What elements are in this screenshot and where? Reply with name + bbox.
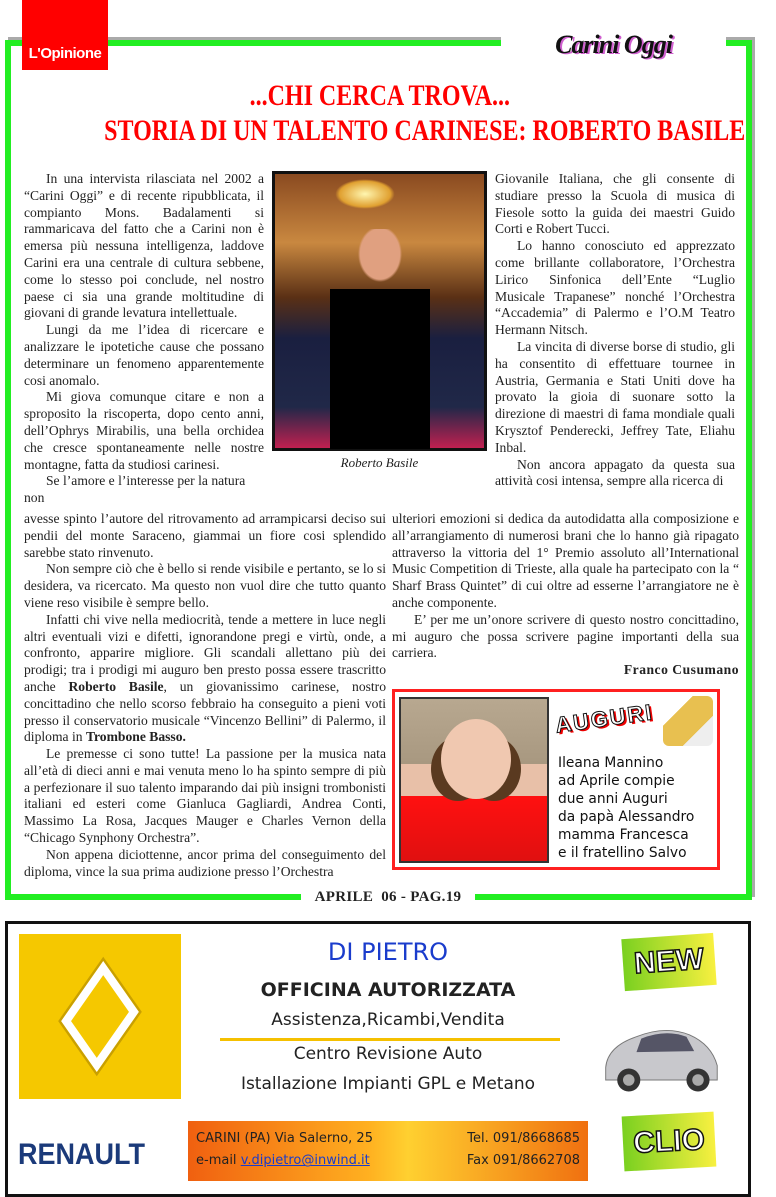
article-top-row bbox=[24, 171, 735, 507]
child-photo bbox=[399, 697, 549, 863]
photo-block bbox=[272, 171, 487, 471]
article-photo bbox=[272, 171, 487, 451]
model-badge: CLIO bbox=[622, 1112, 717, 1172]
fax: Fax 091/8662708 bbox=[466, 1153, 580, 1169]
text: Infatti chi vive nella mediocrità, tende a mettere in luce negli altri eventuali vizi e difetti, ignorandone pregi e virtù, onde, a confronto, apparire migliore. Gli scandali allettano più dei prodigi; tra i prodigi mi auguro ben presto possa essere trascritto anche bbox=[24, 611, 386, 694]
masthead-logo: Carini Oggi bbox=[501, 30, 726, 70]
headline-kicker: ...CHI CERCA TROVA... bbox=[249, 79, 510, 112]
cartoon-dog-image bbox=[663, 696, 713, 746]
section-label: L'Opinione bbox=[22, 0, 108, 70]
email-group bbox=[196, 1150, 370, 1172]
paragraph: E’ per me un’onore scrivere di questo nostro concittadino, mi auguro che possa scrivere pagine importanti della sua carriera. bbox=[392, 611, 739, 661]
auguri-message bbox=[558, 754, 694, 862]
article-bottom-row bbox=[24, 510, 739, 881]
paragraph: Non sempre ciò che è bello si rende visibile e pertanto, se lo si desidera, va ricercato. Ma questo non vuol dire che tutto quanto viene reso visibile è sempre bello. bbox=[24, 561, 386, 610]
auguri-line: ad Aprile compie bbox=[558, 772, 675, 789]
contact-row bbox=[196, 1128, 580, 1150]
paragraph: Non ancora appagato da questa sua attività cosi intensa, sempre alla ricerca di bbox=[495, 456, 735, 489]
headline: STORIA DI UN TALENTO CARINESE: ROBERTO BASILE bbox=[104, 114, 746, 147]
auguri-line: da papà Alessandro bbox=[558, 808, 695, 825]
phone: Tel. 091/8668685 bbox=[467, 1131, 580, 1147]
article-left-wide bbox=[24, 511, 386, 881]
paragraph: Lungi da me l’idea di ricercare e analizzare le ipotetiche cause che possano determinare un fenomeno apparentemente cosi anomalo. bbox=[24, 322, 264, 388]
ad-line3: Istallazione Impianti GPL e Metano bbox=[240, 1074, 536, 1095]
renault-diamond-icon bbox=[61, 961, 139, 1072]
ad-subtitle: OFFICINA AUTORIZZATA bbox=[260, 979, 516, 1002]
page-footer: APRILE 06 - PAG.19 bbox=[301, 887, 476, 907]
paragraph: Giovanile Italiana, che gli consente di studiare presso la Scuola di musica di Fiesole sotto la guida dei maestri Guido Corti e Robert Tucci. bbox=[495, 171, 735, 237]
text: , un giovanissimo carinese, nostro concittadino che nello scorso febbraio ha conseguito a pieni voti presso il conservatorio musicale “Vincenzo Bellini” di Palermo, il diploma in bbox=[24, 678, 387, 745]
ad-services: Assistenza,Ricambi,Vendita bbox=[271, 1010, 505, 1031]
auguri-line: due anni Auguri bbox=[558, 790, 668, 807]
birthday-box bbox=[392, 689, 720, 870]
article-right-wide-block bbox=[392, 511, 739, 870]
ad-line2: Centro Revisione Auto bbox=[293, 1044, 483, 1065]
advertisement bbox=[5, 921, 751, 1197]
paragraph: La vincita di diverse borse di studio, gli ha consentito di effettuare tournee in Austria, Germania e Stati Uniti dove ha provato la gioia di suonare sotto la direzione di maestri di fama mondiale quali Krysztof Penderecki, Jeffrey Tate, Eliahu Inbal. bbox=[495, 338, 735, 455]
paragraph: Mi giova comunque citare e non a sproposito la riscoperta, dopo cento anni, dell’Ophrys Mirabilis, una bella orchidea che cresce spontaneamente nelle nostre montagne, fatta da studiosi carinesi. bbox=[24, 389, 264, 472]
bold-name: Roberto Basile bbox=[68, 678, 164, 694]
renault-logo bbox=[19, 934, 181, 1099]
author-byline: Franco Cusumano bbox=[623, 662, 739, 678]
paragraph: In una intervista rilasciata nel 2002 a “Carini Oggi” e di recente ripubblicata, il compianto Mons. Badalamenti si rammaricava del fatto che a Carini non è emersa più nessuna intelligenza, laddove Carini era una centrale di cultura sebbene, come lo stesso poi conclude, nel nostro paese ci sia una grande moltitudine di giovani di grande levatura intellettuale. bbox=[24, 171, 264, 321]
paragraph: Se l’amore e l’interesse per la natura non bbox=[24, 473, 246, 506]
child-face bbox=[441, 719, 511, 799]
bold-diploma: Trombone Basso. bbox=[85, 729, 186, 745]
article-frame bbox=[5, 30, 752, 900]
address: CARINI (PA) Via Salerno, 25 bbox=[196, 1131, 373, 1147]
paragraph: ulteriori emozioni si dedica da autodidatta alla composizione e all’arrangiamento di numerosi brani che lo hanno già ripagato attraverso la vittoria del 1° Premio assoluto all’International Music Competition di Trieste, alla quale ha partecipato con la “ Sharf Brass Quintet” di cui oltre ad esserne l’arrangiatore ne è anche componente. bbox=[392, 510, 739, 610]
trombonist-figure bbox=[330, 229, 430, 449]
photo-caption: Roberto Basile bbox=[340, 455, 419, 470]
article-right-column bbox=[495, 171, 735, 490]
chandelier-image bbox=[335, 179, 395, 209]
ad-divider bbox=[220, 1038, 560, 1041]
paragraph: Non appena diciottenne, ancor prima del conseguimento del diploma, vince la sua prima audizione presso l’Orchestra bbox=[24, 846, 386, 879]
email-link[interactable]: v.dipietro@inwind.it bbox=[240, 1153, 370, 1169]
car-image bbox=[598, 1006, 723, 1104]
new-badge: NEW bbox=[621, 933, 716, 991]
ad-contact-band bbox=[188, 1121, 588, 1181]
paragraph: avesse spinto l’autore del ritrovamento ad arrampicarsi deciso sui pendii del monte Saraceno, giammai un fiore cosi splendido sarebbe stato rinvenuto. bbox=[24, 510, 386, 560]
article-left-column bbox=[24, 171, 264, 507]
headline-kicker-row bbox=[24, 78, 735, 113]
auguri-line: e il fratellino Salvo bbox=[558, 844, 687, 861]
headline-row bbox=[24, 113, 746, 148]
ad-business-name: DI PIETRO bbox=[327, 938, 449, 967]
paragraph: Le premesse ci sono tutte! La passione per la musica nata all’età di dieci anni e mai venuta meno lo ha spinto sempre di più a perfezionare il suo talento imparando dai più insigni trombonisti italiani ed esteri come Gianluca Gagliardi, Andrea Conti, Massimo La Rosa, Jacques Mauger e Charles Vernon della “Chicago Synphony Orchestra”. bbox=[24, 746, 386, 846]
paragraph bbox=[24, 612, 386, 746]
article-right-wide bbox=[392, 511, 739, 679]
contact-row bbox=[196, 1150, 580, 1172]
email-label: e-mail bbox=[196, 1153, 237, 1169]
auguri-line: Ileana Mannino bbox=[558, 754, 664, 771]
brand-name: RENAULT bbox=[18, 1138, 145, 1172]
auguri-heading: AUGURI bbox=[553, 699, 655, 738]
auguri-line: mamma Francesca bbox=[558, 826, 689, 843]
page-footer-row bbox=[0, 887, 776, 907]
paragraph: Lo hanno conosciuto ed apprezzato come brillante collaboratore, l’Orchestra Lirico Sinfonica dell’Ente “Luglio Musicale Trapanese” nonché l’Orchestra “Accademia” di Palermo e l’O.M Teatro Hermann Nitsch. bbox=[495, 238, 735, 338]
